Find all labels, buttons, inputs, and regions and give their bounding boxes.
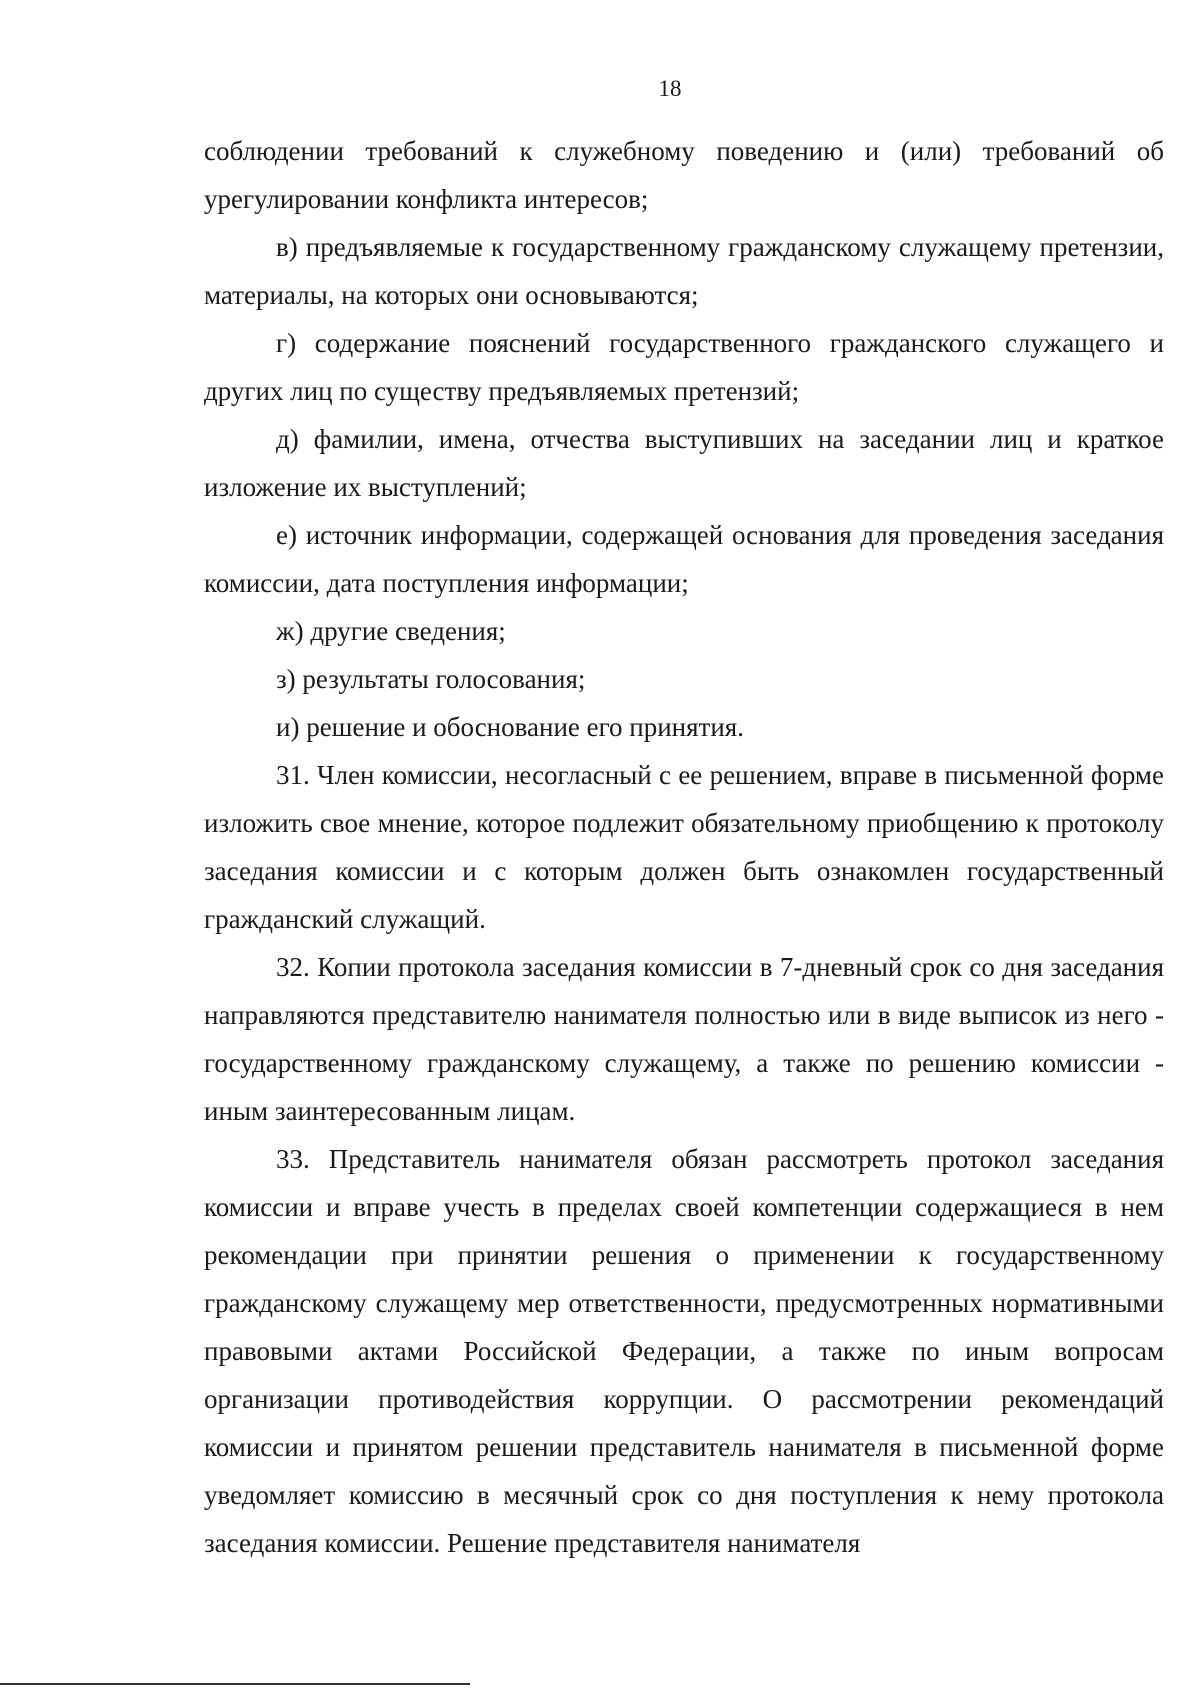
paragraph-item-e: е) источник информации, содержащей основания для проведения заседания комиссии, дата поступления информации; <box>204 520 1164 598</box>
paragraph-item-v: в) предъявляемые к государственному гражданскому служащему претензии, материалы, на которых они основываются; <box>204 232 1164 310</box>
paragraph-item-i: и) решение и обоснование его принятия. <box>276 712 744 742</box>
paragraph-item-zh: ж) другие сведения; <box>276 616 506 646</box>
paragraph-32: 32. Копии протокола заседания комиссии в 7-дневный срок со дня заседания направляются представителю нанимателя полностью или в виде выписок из него - государственному гражданскому служащему, а также по решению комиссии - иным заинтересованным лицам. <box>204 952 1164 1126</box>
bottom-scan-edge <box>0 1683 470 1685</box>
paragraph-continuation: соблюдении требований к служебному поведению и (или) требований об урегулировании конфликта интересов; <box>204 136 1164 214</box>
paragraph-item-z: з) результаты голосования; <box>276 664 586 694</box>
document-body <box>204 127 1164 1567</box>
paragraph-item-g: г) содержание пояснений государственного гражданского служащего и других лиц по существу предъявляемых претензий; <box>204 328 1164 406</box>
paragraph-33: 33. Представитель нанимателя обязан рассмотреть протокол заседания комиссии и вправе учесть в пределах своей компетенции содержащиеся в нем рекомендации при принятии решения о применении к государственному гражданскому служащему мер ответственности, предусмотренных нормативными правовыми актами Российской Федерации, а также по иным вопросам организации противодействия коррупции. О рассмотрении рекомендаций комиссии и принятом решении представитель нанимателя в письменной форме уведомляет комиссию в месячный срок со дня поступления к нему протокола заседания комиссии. Решение представителя нанимателя <box>204 1144 1164 1558</box>
paragraph-31: 31. Член комиссии, несогласный с ее решением, вправе в письменной форме изложить свое мнение, которое подлежит обязательному приобщению к протоколу заседания комиссии и с которым должен быть ознакомлен государственный гражданский служащий. <box>204 760 1164 934</box>
page-number: 18 <box>658 76 682 101</box>
paragraph-item-d: д) фамилии, имена, отчества выступивших на заседании лиц и краткое изложение их выступлений; <box>204 424 1164 502</box>
